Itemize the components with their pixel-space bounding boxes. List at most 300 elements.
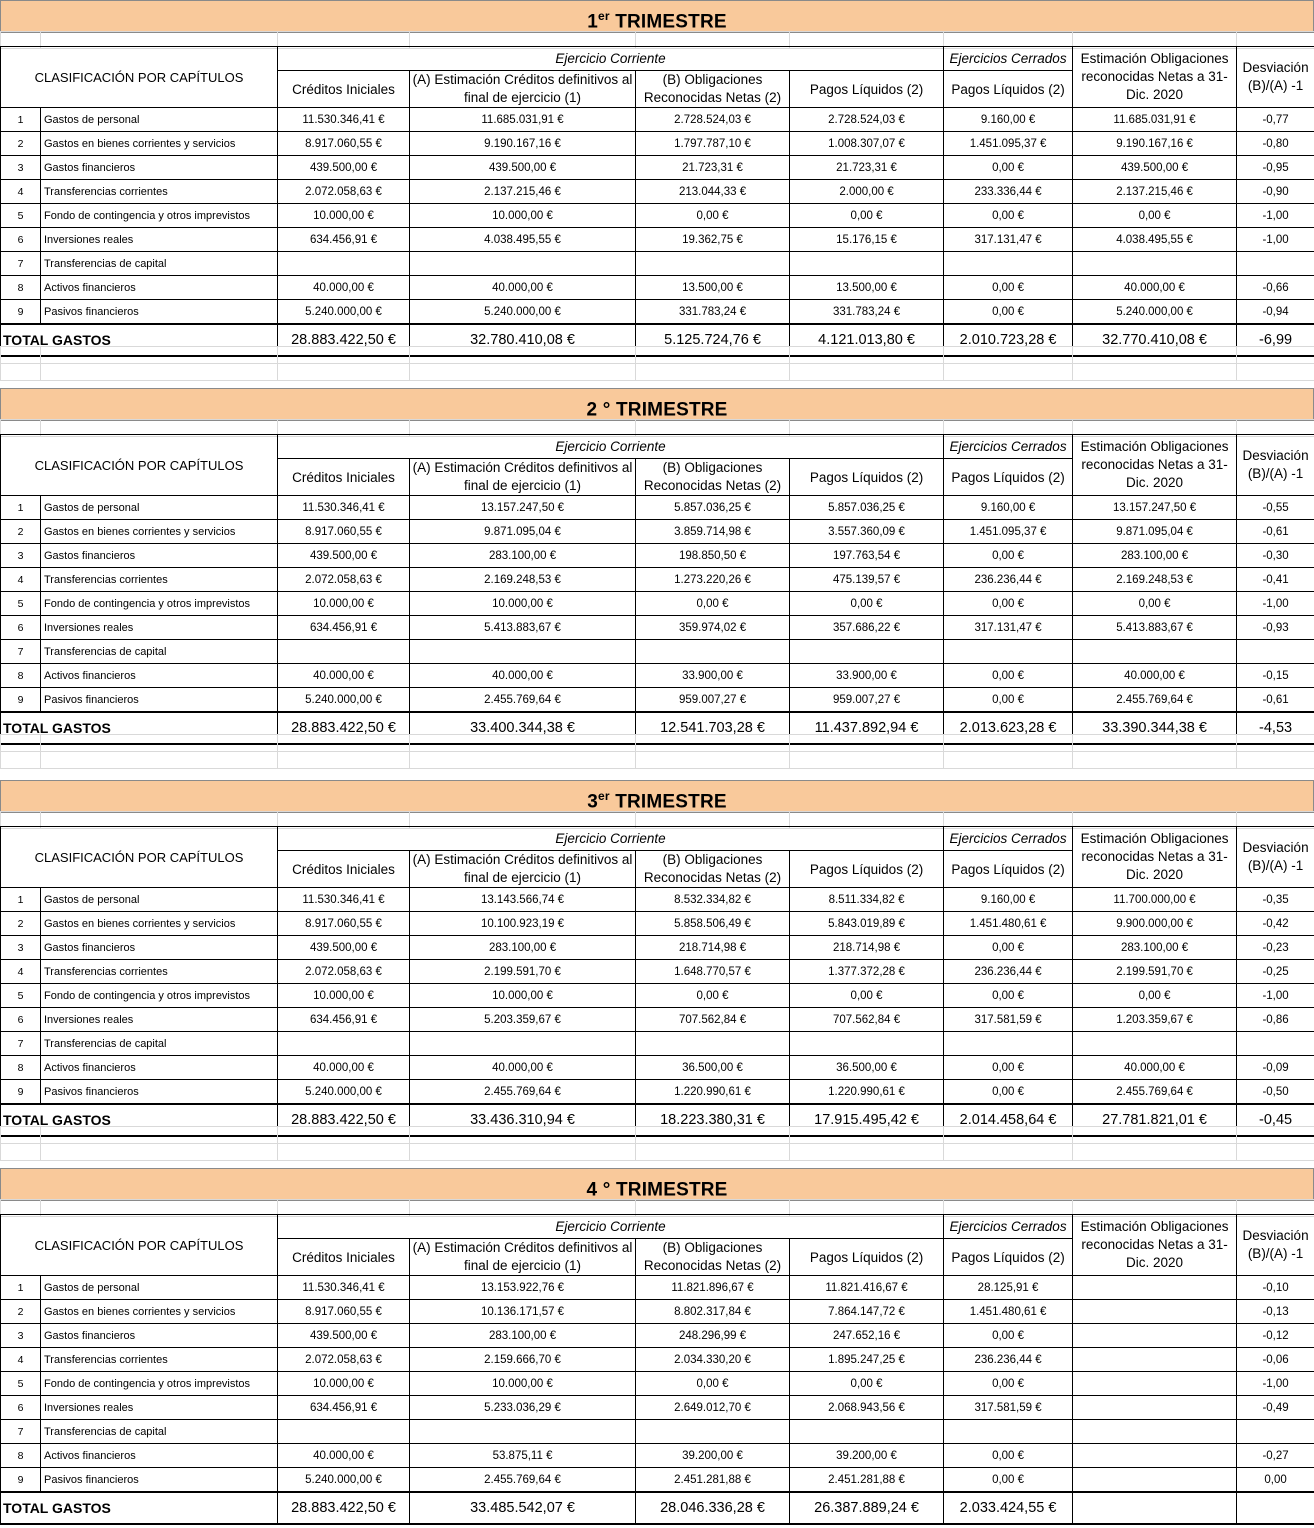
- table-cell: 11.821.416,67 €: [790, 1276, 944, 1300]
- chapter-number: 9: [1, 300, 41, 325]
- quarter-title-text: TRIMESTRE: [615, 791, 727, 812]
- total-label: TOTAL GASTOS: [1, 1492, 278, 1524]
- table-cell: 21.723,31 €: [636, 156, 790, 180]
- table-cell: 1.648.770,57 €: [636, 960, 790, 984]
- chapter-label: Gastos de personal: [41, 1276, 278, 1300]
- gap-row: [0, 1126, 1314, 1161]
- table-cell: 236.236,44 €: [944, 960, 1073, 984]
- table-cell: 0,00 €: [790, 984, 944, 1008]
- table-cell: 2.455.769,64 €: [410, 688, 636, 713]
- chapter-label: Transferencias corrientes: [41, 960, 278, 984]
- table-cell: 10.100.923,19 €: [410, 912, 636, 936]
- chapter-number: 5: [1, 204, 41, 228]
- table-cell: -0,09: [1237, 1056, 1314, 1080]
- chapter-number: 3: [1, 936, 41, 960]
- table-cell: 0,00 €: [636, 984, 790, 1008]
- table-cell: 1.273.220,26 €: [636, 568, 790, 592]
- table-cell: 439.500,00 €: [278, 156, 410, 180]
- total-cell: 33.436.310,94 €: [410, 1104, 636, 1136]
- quarter-section: [0, 1168, 1314, 1528]
- table-cell: -0,15: [1237, 664, 1314, 688]
- chapter-number: 4: [1, 960, 41, 984]
- total-cell: 2.010.723,28 €: [944, 324, 1073, 356]
- header-ejercicio-corriente: Ejercicio Corriente: [278, 827, 944, 851]
- table-cell: -1,00: [1237, 592, 1314, 616]
- table-cell: 2.199.591,70 €: [410, 960, 636, 984]
- table-cell: 11.685.031,91 €: [410, 108, 636, 132]
- table-row: [1, 568, 1314, 592]
- table-row: [1, 1324, 1314, 1348]
- table-cell: 11.530.346,41 €: [278, 108, 410, 132]
- table-cell: 2.199.591,70 €: [1073, 960, 1237, 984]
- table-cell: [636, 1032, 790, 1056]
- table-cell: 5.857.036,25 €: [790, 496, 944, 520]
- table-row: [1, 1032, 1314, 1056]
- table-cell: 634.456,91 €: [278, 616, 410, 640]
- table-row: [1, 276, 1314, 300]
- table-cell: 10.000,00 €: [410, 592, 636, 616]
- chapter-number: 1: [1, 888, 41, 912]
- table-cell: 2.451.281,88 €: [790, 1468, 944, 1493]
- total-cell: 28.883.422,50 €: [278, 1492, 410, 1524]
- table-cell: 53.875,11 €: [410, 1444, 636, 1468]
- chapter-number: 9: [1, 1468, 41, 1493]
- table-row: [1, 520, 1314, 544]
- table-cell: 283.100,00 €: [410, 544, 636, 568]
- header-clasificacion: CLASIFICACIÓN POR CAPÍTULOS: [1, 827, 278, 888]
- chapter-label: Transferencias corrientes: [41, 568, 278, 592]
- table-cell: -0,30: [1237, 544, 1314, 568]
- table-cell: -0,61: [1237, 688, 1314, 713]
- table-cell: 0,00 €: [944, 984, 1073, 1008]
- table-cell: 0,00 €: [1073, 984, 1237, 1008]
- table-cell: 7.864.147,72 €: [790, 1300, 944, 1324]
- table-cell: 959.007,27 €: [636, 688, 790, 713]
- table-row: [1, 156, 1314, 180]
- table-row: [1, 688, 1314, 713]
- chapter-number: 1: [1, 496, 41, 520]
- header-pagos-liquidos: Pagos Líquidos (2): [790, 71, 944, 108]
- table-cell: -1,00: [1237, 1372, 1314, 1396]
- table-cell: 1.377.372,28 €: [790, 960, 944, 984]
- quarter-title-number: 4: [586, 1179, 597, 1200]
- total-label: TOTAL GASTOS: [1, 324, 278, 356]
- table-cell: 3.859.714,98 €: [636, 520, 790, 544]
- table-cell: 283.100,00 €: [410, 1324, 636, 1348]
- quarter-title: [0, 0, 1314, 33]
- table-cell: 40.000,00 €: [1073, 664, 1237, 688]
- table-cell: 0,00 €: [1073, 204, 1237, 228]
- table-row: [1, 616, 1314, 640]
- table-cell: [944, 252, 1073, 276]
- table-cell: 0,00 €: [944, 592, 1073, 616]
- table-cell: [278, 1032, 410, 1056]
- table-cell: 40.000,00 €: [278, 1444, 410, 1468]
- chapter-label: Gastos de personal: [41, 888, 278, 912]
- table-cell: 359.974,02 €: [636, 616, 790, 640]
- table-row: [1, 1056, 1314, 1080]
- table-cell: -0,10: [1237, 1276, 1314, 1300]
- table-row: [1, 108, 1314, 132]
- quarter-title-superscript: er: [598, 9, 610, 23]
- table-cell: 8.917.060,55 €: [278, 912, 410, 936]
- header-estimacion-creditos: (A) Estimación Créditos definitivos al final de ejercicio (1): [410, 71, 636, 108]
- table-cell: 10.000,00 €: [410, 984, 636, 1008]
- header-ejercicio-corriente: Ejercicio Corriente: [278, 1215, 944, 1239]
- table-cell: [410, 252, 636, 276]
- table-cell: 4.038.495,55 €: [410, 228, 636, 252]
- table-row: [1, 1372, 1314, 1396]
- table-cell: 0,00 €: [636, 592, 790, 616]
- table-cell: 707.562,84 €: [790, 1008, 944, 1032]
- table-cell: [1237, 640, 1314, 664]
- table-cell: 9.190.167,16 €: [1073, 132, 1237, 156]
- table-cell: 33.900,00 €: [636, 664, 790, 688]
- header-pagos-liquidos: Pagos Líquidos (2): [790, 1239, 944, 1276]
- table-cell: 11.530.346,41 €: [278, 1276, 410, 1300]
- table-cell: 283.100,00 €: [410, 936, 636, 960]
- header-desviacion: Desviación (B)/(A) -1: [1237, 827, 1314, 888]
- table-cell: 5.240.000,00 €: [278, 688, 410, 713]
- table-cell: [410, 1032, 636, 1056]
- table-cell: -0,93: [1237, 616, 1314, 640]
- header-estimacion-obligaciones: Estimación Obligaciones reconocidas Netas a 31-Dic. 2020: [1073, 1215, 1237, 1276]
- table-cell: [1073, 1276, 1237, 1300]
- table-cell: 10.000,00 €: [278, 592, 410, 616]
- table-cell: 357.686,22 €: [790, 616, 944, 640]
- table-cell: 634.456,91 €: [278, 1396, 410, 1420]
- table-cell: 236.236,44 €: [944, 568, 1073, 592]
- quarter-title-number: 1: [587, 11, 598, 32]
- table-row: [1, 1468, 1314, 1493]
- table-cell: 5.203.359,67 €: [410, 1008, 636, 1032]
- total-cell: 18.223.380,31 €: [636, 1104, 790, 1136]
- header-creditos-iniciales: Créditos Iniciales: [278, 851, 410, 888]
- table-cell: 39.200,00 €: [790, 1444, 944, 1468]
- table-cell: 5.413.883,67 €: [410, 616, 636, 640]
- table-cell: 9.871.095,04 €: [410, 520, 636, 544]
- header-obligaciones: (B) Obligaciones Reconocidas Netas (2): [636, 851, 790, 888]
- total-cell: 5.125.724,76 €: [636, 324, 790, 356]
- quarter-section: [0, 0, 1314, 360]
- chapter-label: Transferencias de capital: [41, 1420, 278, 1444]
- table-cell: 0,00 €: [1073, 592, 1237, 616]
- table-cell: [278, 252, 410, 276]
- gap-row: [0, 734, 1314, 769]
- total-cell: 28.883.422,50 €: [278, 1104, 410, 1136]
- table-cell: -0,06: [1237, 1348, 1314, 1372]
- header-clasificacion: CLASIFICACIÓN POR CAPÍTULOS: [1, 435, 278, 496]
- table-cell: -0,86: [1237, 1008, 1314, 1032]
- chapter-number: 7: [1, 1032, 41, 1056]
- chapter-number: 6: [1, 616, 41, 640]
- table-cell: 40.000,00 €: [410, 1056, 636, 1080]
- table-row: [1, 300, 1314, 325]
- chapter-label: Pasivos financieros: [41, 688, 278, 713]
- table-cell: [790, 252, 944, 276]
- table-cell: 8.532.334,82 €: [636, 888, 790, 912]
- table-cell: -0,55: [1237, 496, 1314, 520]
- header-ejercicios-cerrados: Ejercicios Cerrados: [944, 435, 1073, 459]
- table-cell: 0,00 €: [944, 204, 1073, 228]
- header-clasificacion: CLASIFICACIÓN POR CAPÍTULOS: [1, 47, 278, 108]
- header-desviacion: Desviación (B)/(A) -1: [1237, 47, 1314, 108]
- table-cell: 2.072.058,63 €: [278, 568, 410, 592]
- table-cell: 10.136.171,57 €: [410, 1300, 636, 1324]
- quarter-section: [0, 780, 1314, 1140]
- table-cell: -0,35: [1237, 888, 1314, 912]
- table-cell: [1237, 1032, 1314, 1056]
- table-cell: -1,00: [1237, 228, 1314, 252]
- table-cell: 5.857.036,25 €: [636, 496, 790, 520]
- header-pagos-liquidos-cerrados: Pagos Líquidos (2): [944, 459, 1073, 496]
- table-cell: 0,00 €: [944, 1444, 1073, 1468]
- chapter-label: Transferencias corrientes: [41, 180, 278, 204]
- chapter-number: 9: [1, 1080, 41, 1105]
- table-cell: [1073, 1420, 1237, 1444]
- table-row: [1, 936, 1314, 960]
- table-cell: 36.500,00 €: [636, 1056, 790, 1080]
- table-cell: 233.336,44 €: [944, 180, 1073, 204]
- table-cell: 317.131,47 €: [944, 228, 1073, 252]
- chapter-label: Transferencias de capital: [41, 1032, 278, 1056]
- table-cell: 10.000,00 €: [278, 204, 410, 228]
- table-row: [1, 252, 1314, 276]
- chapter-number: 7: [1, 640, 41, 664]
- table-row: [1, 496, 1314, 520]
- table-cell: [1073, 1300, 1237, 1324]
- table-cell: 10.000,00 €: [410, 1372, 636, 1396]
- table-cell: 1.451.095,37 €: [944, 132, 1073, 156]
- table-row: [1, 1276, 1314, 1300]
- table-cell: 0,00 €: [944, 936, 1073, 960]
- table-row: [1, 1008, 1314, 1032]
- table-cell: [1073, 1444, 1237, 1468]
- table-cell: -0,77: [1237, 108, 1314, 132]
- chapter-number: 3: [1, 1324, 41, 1348]
- quarter-title-superscript: er: [598, 789, 610, 803]
- table-cell: 218.714,98 €: [790, 936, 944, 960]
- table-cell: [1073, 1396, 1237, 1420]
- table-cell: 8.917.060,55 €: [278, 1300, 410, 1324]
- total-label: TOTAL GASTOS: [1, 712, 278, 744]
- table-cell: 213.044,33 €: [636, 180, 790, 204]
- chapter-label: Gastos de personal: [41, 108, 278, 132]
- chapter-number: 6: [1, 1008, 41, 1032]
- chapter-label: Inversiones reales: [41, 228, 278, 252]
- table-cell: 439.500,00 €: [278, 1324, 410, 1348]
- quarter-title-number: 3: [587, 791, 598, 812]
- total-cell: -0,45: [1237, 1104, 1314, 1136]
- table-cell: 2.137.215,46 €: [410, 180, 636, 204]
- table-cell: [944, 1420, 1073, 1444]
- table-cell: [944, 1032, 1073, 1056]
- table-cell: 0,00 €: [944, 276, 1073, 300]
- table-cell: 1.451.480,61 €: [944, 912, 1073, 936]
- header-pagos-liquidos: Pagos Líquidos (2): [790, 851, 944, 888]
- chapter-number: 8: [1, 276, 41, 300]
- table-cell: 2.455.769,64 €: [1073, 1080, 1237, 1105]
- table-cell: 5.233.036,29 €: [410, 1396, 636, 1420]
- table-row: [1, 1348, 1314, 1372]
- gap-row: [0, 346, 1314, 381]
- table-cell: [790, 1032, 944, 1056]
- table-cell: [1073, 640, 1237, 664]
- total-cell: 28.883.422,50 €: [278, 712, 410, 744]
- quarter-table: [0, 826, 1314, 1137]
- table-cell: 2.728.524,03 €: [790, 108, 944, 132]
- table-row: [1, 664, 1314, 688]
- table-cell: 2.455.769,64 €: [410, 1080, 636, 1105]
- total-cell: 28.046.336,28 €: [636, 1492, 790, 1524]
- chapter-number: 1: [1, 1276, 41, 1300]
- table-cell: 197.763,54 €: [790, 544, 944, 568]
- table-cell: 15.176,15 €: [790, 228, 944, 252]
- table-cell: 198.850,50 €: [636, 544, 790, 568]
- chapter-label: Fondo de contingencia y otros imprevistos: [41, 1372, 278, 1396]
- table-cell: 33.900,00 €: [790, 664, 944, 688]
- chapter-number: 5: [1, 1372, 41, 1396]
- total-cell: 28.883.422,50 €: [278, 324, 410, 356]
- table-cell: 39.200,00 €: [636, 1444, 790, 1468]
- quarter-table: [0, 46, 1314, 357]
- table-cell: -0,13: [1237, 1300, 1314, 1324]
- table-cell: 2.000,00 €: [790, 180, 944, 204]
- table-cell: [636, 640, 790, 664]
- table-cell: 5.240.000,00 €: [278, 1468, 410, 1493]
- chapter-label: Transferencias corrientes: [41, 1348, 278, 1372]
- chapter-label: Pasivos financieros: [41, 1080, 278, 1105]
- table-cell: 0,00 €: [790, 592, 944, 616]
- table-cell: 9.871.095,04 €: [1073, 520, 1237, 544]
- total-cell: 12.541.703,28 €: [636, 712, 790, 744]
- table-cell: 2.034.330,20 €: [636, 1348, 790, 1372]
- chapter-label: Activos financieros: [41, 1056, 278, 1080]
- table-cell: -0,90: [1237, 180, 1314, 204]
- table-cell: 0,00 €: [636, 1372, 790, 1396]
- chapter-number: 2: [1, 132, 41, 156]
- table-cell: -0,95: [1237, 156, 1314, 180]
- table-cell: 13.157.247,50 €: [410, 496, 636, 520]
- table-cell: -0,23: [1237, 936, 1314, 960]
- total-cell: 2.033.424,55 €: [944, 1492, 1073, 1524]
- table-cell: 1.220.990,61 €: [636, 1080, 790, 1105]
- table-cell: 9.160,00 €: [944, 108, 1073, 132]
- table-cell: 0,00 €: [636, 204, 790, 228]
- table-cell: 5.413.883,67 €: [1073, 616, 1237, 640]
- table-row: [1, 960, 1314, 984]
- header-obligaciones: (B) Obligaciones Reconocidas Netas (2): [636, 71, 790, 108]
- table-row: [1, 1080, 1314, 1105]
- table-cell: [790, 1420, 944, 1444]
- total-cell: 33.400.344,38 €: [410, 712, 636, 744]
- table-cell: 11.821.896,67 €: [636, 1276, 790, 1300]
- header-estimacion-creditos: (A) Estimación Créditos definitivos al final de ejercicio (1): [410, 851, 636, 888]
- total-cell: [1073, 1492, 1237, 1524]
- chapter-label: Gastos en bienes corrientes y servicios: [41, 1300, 278, 1324]
- table-cell: -0,27: [1237, 1444, 1314, 1468]
- chapter-number: 9: [1, 688, 41, 713]
- chapter-number: 5: [1, 592, 41, 616]
- header-pagos-liquidos: Pagos Líquidos (2): [790, 459, 944, 496]
- table-cell: [1073, 1348, 1237, 1372]
- table-cell: 5.240.000,00 €: [410, 300, 636, 325]
- quarter-title: [0, 780, 1314, 813]
- table-cell: 0,00 €: [790, 1372, 944, 1396]
- table-cell: 0,00: [1237, 1468, 1314, 1493]
- chapter-number: 5: [1, 984, 41, 1008]
- table-cell: [410, 1420, 636, 1444]
- header-estimacion-creditos: (A) Estimación Créditos definitivos al final de ejercicio (1): [410, 1239, 636, 1276]
- table-cell: 439.500,00 €: [278, 544, 410, 568]
- chapter-number: 7: [1, 1420, 41, 1444]
- table-cell: 1.895.247,25 €: [790, 1348, 944, 1372]
- chapter-label: Pasivos financieros: [41, 300, 278, 325]
- table-cell: 1.451.480,61 €: [944, 1300, 1073, 1324]
- table-cell: 634.456,91 €: [278, 1008, 410, 1032]
- table-cell: 5.240.000,00 €: [278, 1080, 410, 1105]
- table-cell: 707.562,84 €: [636, 1008, 790, 1032]
- table-cell: 40.000,00 €: [1073, 276, 1237, 300]
- table-cell: 0,00 €: [944, 688, 1073, 713]
- table-cell: 40.000,00 €: [278, 276, 410, 300]
- table-row: [1, 1444, 1314, 1468]
- table-cell: 331.783,24 €: [636, 300, 790, 325]
- table-cell: -0,12: [1237, 1324, 1314, 1348]
- quarter-title: [0, 388, 1314, 421]
- chapter-label: Gastos de personal: [41, 496, 278, 520]
- table-cell: 8.511.334,82 €: [790, 888, 944, 912]
- table-cell: 2.455.769,64 €: [1073, 688, 1237, 713]
- table-row: [1, 180, 1314, 204]
- table-cell: 1.451.095,37 €: [944, 520, 1073, 544]
- chapter-number: 2: [1, 1300, 41, 1324]
- table-cell: 1.797.787,10 €: [636, 132, 790, 156]
- chapter-label: Activos financieros: [41, 276, 278, 300]
- table-row: [1, 1300, 1314, 1324]
- table-cell: 8.802.317,84 €: [636, 1300, 790, 1324]
- table-cell: 439.500,00 €: [278, 936, 410, 960]
- table-cell: 0,00 €: [944, 1324, 1073, 1348]
- table-cell: -0,61: [1237, 520, 1314, 544]
- table-cell: 10.000,00 €: [278, 1372, 410, 1396]
- table-cell: 317.131,47 €: [944, 616, 1073, 640]
- table-row: [1, 984, 1314, 1008]
- table-cell: 8.917.060,55 €: [278, 132, 410, 156]
- table-row: [1, 228, 1314, 252]
- table-cell: [1073, 1468, 1237, 1493]
- table-cell: 0,00 €: [944, 1056, 1073, 1080]
- chapter-number: 4: [1, 1348, 41, 1372]
- table-cell: 439.500,00 €: [410, 156, 636, 180]
- table-cell: [636, 1420, 790, 1444]
- header-pagos-liquidos-cerrados: Pagos Líquidos (2): [944, 1239, 1073, 1276]
- table-row: [1, 888, 1314, 912]
- chapter-label: Activos financieros: [41, 664, 278, 688]
- table-cell: 2.159.666,70 €: [410, 1348, 636, 1372]
- table-cell: 236.236,44 €: [944, 1348, 1073, 1372]
- header-desviacion: Desviación (B)/(A) -1: [1237, 435, 1314, 496]
- total-cell: 11.437.892,94 €: [790, 712, 944, 744]
- table-cell: [944, 640, 1073, 664]
- table-cell: 2.072.058,63 €: [278, 1348, 410, 1372]
- header-pagos-liquidos-cerrados: Pagos Líquidos (2): [944, 851, 1073, 888]
- total-cell: 4.121.013,80 €: [790, 324, 944, 356]
- chapter-label: Gastos financieros: [41, 156, 278, 180]
- header-creditos-iniciales: Créditos Iniciales: [278, 71, 410, 108]
- chapter-number: 4: [1, 568, 41, 592]
- table-cell: 0,00 €: [790, 204, 944, 228]
